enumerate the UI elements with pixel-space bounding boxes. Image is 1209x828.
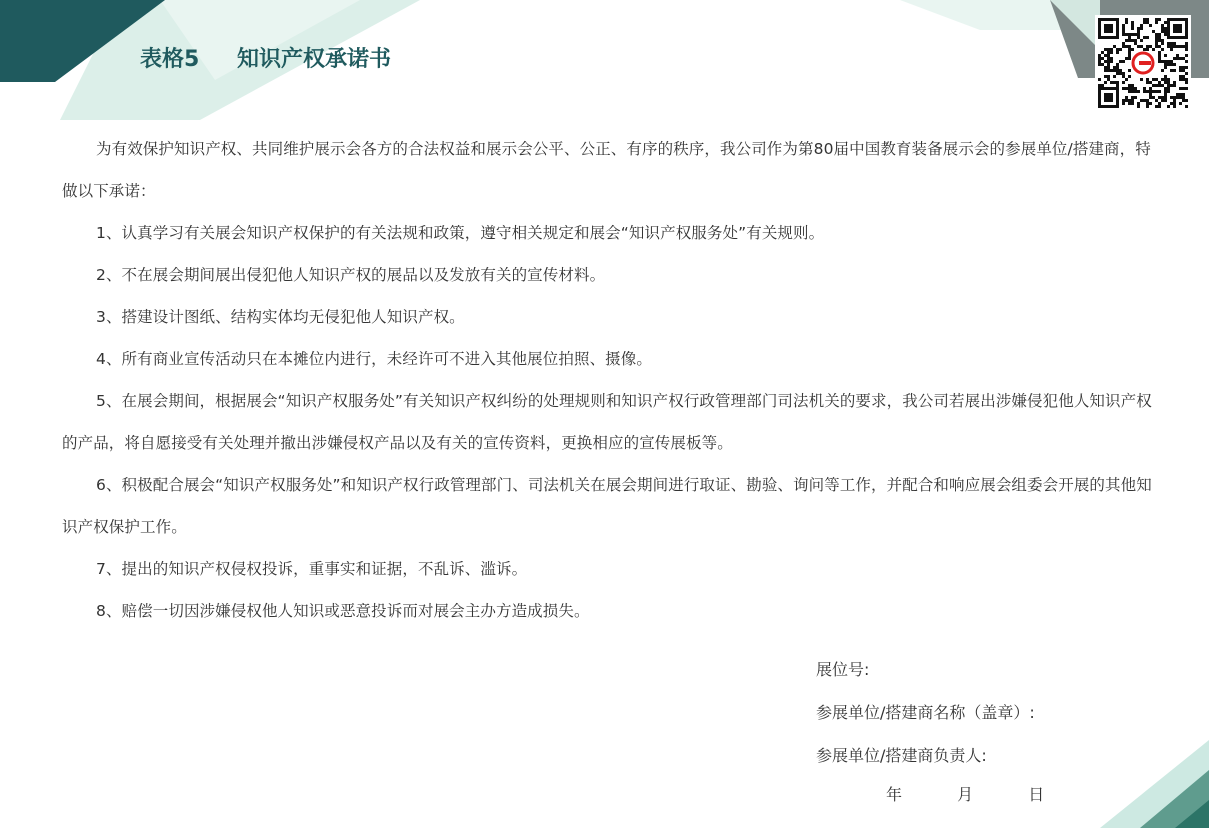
month-label: 月 — [957, 785, 974, 804]
commitment-body — [62, 128, 1152, 632]
qr-logo — [1131, 51, 1155, 75]
bottom-right-decoration — [1080, 730, 1209, 828]
date-line — [886, 782, 1094, 805]
company-name-field: 参展单位/搭建商名称（盖章）: — [816, 703, 1035, 722]
commitment-item-6: 6、积极配合展会“知识产权服务处”和知识产权行政管理部门、司法机关在展会期间进行取证、勘验、询问等工作，并配合和响应展会组委会开展的其他知识产权保护工作。 — [62, 476, 1152, 536]
commitment-item-1: 1、认真学习有关展会知识产权保护的有关法规和政策，遵守相关规定和展会“知识产权服务处”有关规则。 — [96, 224, 825, 242]
commitment-item-8: 8、赔偿一切因涉嫌侵权他人知识或恶意投诉而对展会主办方造成损失。 — [96, 602, 590, 620]
form-number: 表格5 — [140, 47, 200, 72]
booth-number-field: 展位号: — [816, 660, 870, 679]
qr-code-icon — [1095, 15, 1191, 111]
intro-paragraph: 为有效保护知识产权、共同维护展示会各方的合法权益和展示会公平、公正、有序的秩序，我公司作为第80届中国教育装备展示会的参展单位/搭建商，特做以下承诺： — [62, 140, 1151, 200]
day-label: 日 — [1028, 785, 1045, 804]
signature-block — [816, 648, 1035, 777]
commitment-item-4: 4、所有商业宣传活动只在本摊位内进行，未经许可不进入其他展位拍照、摄像。 — [96, 350, 652, 368]
year-label: 年 — [886, 785, 903, 804]
responsible-person-field: 参展单位/搭建商负责人: — [816, 746, 987, 765]
document-title: 知识产权承诺书 — [236, 47, 391, 72]
commitment-item-3: 3、搭建设计图纸、结构实体均无侵犯他人知识产权。 — [96, 308, 465, 326]
page-title — [140, 42, 391, 73]
commitment-item-2: 2、不在展会期间展出侵犯他人知识产权的展品以及发放有关的宣传材料。 — [96, 266, 606, 284]
commitment-item-7: 7、提出的知识产权侵权投诉，重事实和证据，不乱诉、滥诉。 — [96, 560, 528, 578]
commitment-item-5: 5、在展会期间，根据展会“知识产权服务处”有关知识产权纠纷的处理规则和知识产权行政管理部门司法机关的要求，我公司若展出涉嫌侵犯他人知识产权的产品，将自愿接受有关处理并撤出涉嫌侵权产品以及有关的宣传资料，更换相应的宣传展板等。 — [62, 392, 1152, 452]
